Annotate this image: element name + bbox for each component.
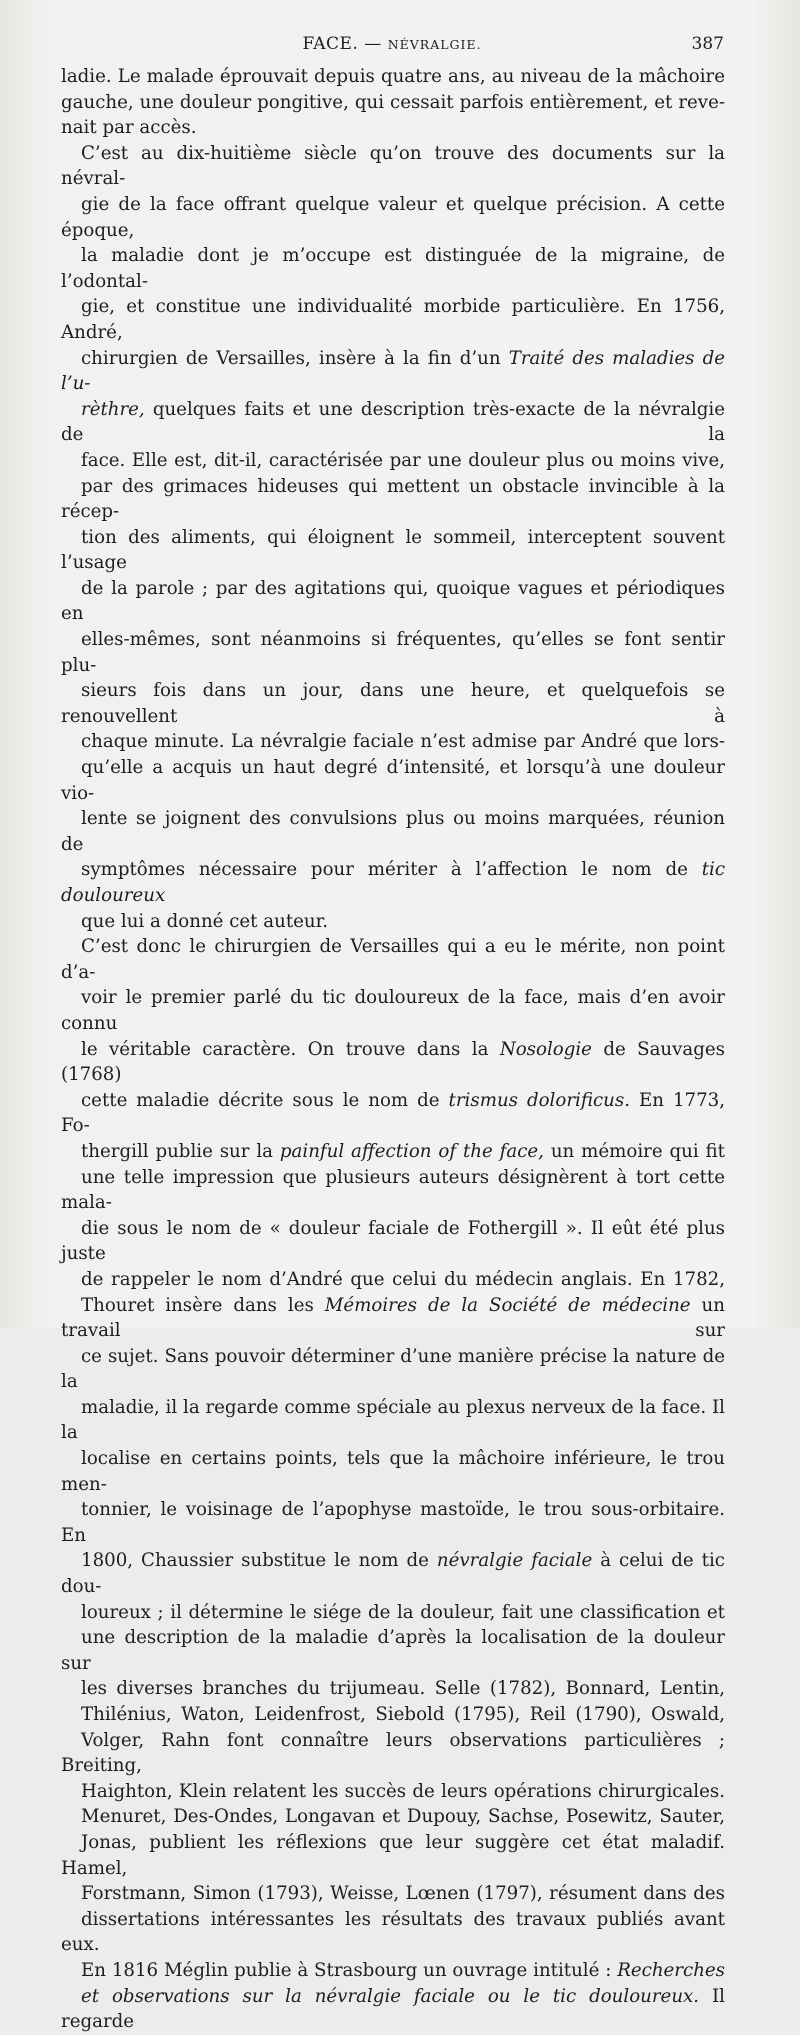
text-line [61, 192, 725, 243]
italic-text: et observations sur la névralgie faciale ou le tic douloureux. [81, 1985, 700, 2007]
text-line [61, 1548, 725, 1599]
text-line [61, 729, 725, 755]
text-line [61, 115, 725, 141]
text-segment: Menuret, Des-Ondes, Longavan et Dupouy, Sachse, Posewitz, Sauter, [81, 1806, 725, 1828]
text-line [61, 1984, 725, 2035]
text-segment: tion des aliments, qui éloignent le sommeil, interceptent souvent l’usage [61, 526, 725, 574]
text-segment: chirurgien de Versailles, insère à la fin d’un [81, 347, 509, 369]
header-subtitle: NÉVRALGIE. [387, 37, 482, 52]
text-line [61, 1625, 725, 1676]
text-segment: gie, et constitue une individualité morbide particulière. En 1756, André, [61, 296, 725, 343]
text-segment: En 1773, Fo- [61, 1089, 726, 1137]
text-line [61, 1881, 725, 1907]
text-line [61, 934, 725, 985]
text-line [61, 909, 725, 935]
text-segment: ce sujet. Sans pouvoir déterminer d’une manière précise la nature de la [61, 1345, 725, 1393]
text-segment: de rappeler le nom d’André que celui du médecin anglais. En 1782, [81, 1268, 725, 1290]
text-segment: tonnier, le voisinage de l’apophyse mastoïde, le trou sous-orbitaire. En [61, 1499, 725, 1546]
text-segment: Haighton, Klein relatent les succès de leurs opérations chirurgicales. [81, 1780, 725, 1802]
text-line [61, 1344, 725, 1395]
text-segment: un travail sur [61, 1294, 725, 1342]
italic-text: painful affection of the face, [279, 1140, 544, 1162]
text-line [61, 474, 725, 525]
text-segment: Forstmann, Simon (1793), Weisse, Lœnen (1797), résument dans des [81, 1883, 725, 1905]
text-segment: le véritable caractère. On trouve dans la [81, 1038, 500, 1060]
italic-text: névralgie faciale [436, 1550, 593, 1572]
text-line [61, 1293, 725, 1344]
text-line [61, 397, 725, 448]
text-segment: die sous le nom de « douleur faciale de Fothergill ». Il eût été plus juste [61, 1217, 725, 1265]
text-line [61, 1395, 725, 1446]
text-line [61, 1037, 725, 1088]
text-segment: localise en certains points, tels que la mâchoire inférieure, le trou men- [61, 1448, 725, 1495]
text-segment: gie de la face offrant quelque valeur et quelque précision. A cette époque, [61, 193, 725, 241]
text-segment: C’est donc le chirurgien de Versailles qui a eu le mérite, non point d’a- [61, 936, 725, 983]
text-line [61, 806, 725, 857]
body-text [61, 64, 725, 2035]
text-segment: Thouret insère dans les [81, 1294, 325, 1316]
italic-text: Nosologie [499, 1038, 592, 1060]
text-line [61, 1830, 725, 1881]
text-segment: un mémoire qui fit [543, 1140, 725, 1162]
text-line [61, 1779, 725, 1805]
text-segment: nait par accès. [61, 117, 197, 139]
text-segment: dissertations intéressantes les résultats des travaux publiés avant eux. [61, 1908, 725, 1956]
text-segment: lente se joignent des convulsions plus ou moins marquées, réunion de [61, 808, 725, 855]
text-segment: face. Elle est, dit-il, caractérisée par une douleur plus ou moins vive, [81, 449, 725, 471]
text-segment: quelques faits et une description très-exacte de la névralgie de la [61, 398, 725, 446]
text-segment: chaque minute. La névralgie faciale n’est admise par André que lors- [81, 731, 725, 753]
text-segment: 1800, Chaussier substitue le nom de [81, 1550, 437, 1572]
text-segment: symptômes nécessaire pour mériter à l’affection le nom de [81, 859, 702, 881]
text-segment: les diverses branches du trijumeau. Selle (1782), Bonnard, Lentin, [81, 1678, 725, 1700]
text-line [61, 1702, 725, 1728]
running-title [60, 34, 724, 54]
italic-text: tic douloureux [61, 859, 725, 906]
text-line [61, 141, 725, 192]
text-line [61, 525, 725, 576]
text-line [61, 985, 725, 1036]
text-segment: que lui a donné cet auteur. [81, 910, 329, 932]
text-segment: voir le premier parlé du tic douloureux de la face, mais d’en avoir connu [61, 987, 725, 1034]
text-segment: elles-mêmes, sont néanmoins si fréquentes, qu’elles se font sentir plu- [61, 629, 725, 676]
text-line [61, 1088, 725, 1139]
text-segment: ladie. Le malade éprouvait depuis quatre ans, au niveau de la mâchoire [61, 66, 725, 87]
text-line [61, 294, 725, 345]
text-line [61, 857, 725, 908]
text-line [61, 1958, 725, 1984]
text-segment: de la parole ; par des agitations qui, quoique vagues et périodiques en [61, 577, 725, 625]
italic-text: Traité des maladies de l’u- [61, 347, 725, 395]
text-line [61, 64, 725, 90]
italic-text: Mémoires de la Société de médecine [324, 1294, 691, 1316]
text-line [61, 90, 725, 116]
text-line [61, 1676, 725, 1702]
text-segment: Il regarde [61, 1985, 725, 2033]
italic-text: Recherches [617, 1959, 725, 1981]
text-segment: la maladie dont je m’occupe est distinguée de la migraine, de l’odontal- [61, 245, 725, 292]
text-line [61, 1267, 725, 1293]
text-line [61, 448, 725, 474]
text-line [61, 1907, 725, 1958]
text-line [61, 1728, 725, 1779]
text-segment: Thilénius, Waton, Leidenfrost, Siebold (1795), Reil (1790), Oswald, [81, 1704, 725, 1725]
paragraph [61, 934, 725, 2035]
header-separator: — [364, 34, 382, 54]
text-segment: à celui de tic dou- [61, 1550, 725, 1598]
text-segment: une description de la maladie d’après la localisation de la douleur sur [61, 1627, 725, 1674]
text-segment: thergill publie sur la [81, 1140, 280, 1162]
text-segment: loureux ; il détermine le siége de la douleur, fait une classification et [81, 1601, 725, 1623]
text-segment: En 1816 Méglin publie à Strasbourg un ouvrage intitulé : [81, 1959, 618, 1981]
running-header [60, 34, 724, 58]
text-segment: gauche, une douleur pongitive, qui cessait parfois entièrement, et reve- [61, 91, 725, 113]
italic-text: rèthre, [81, 398, 145, 420]
text-line [61, 1165, 725, 1216]
paragraph [61, 141, 725, 934]
text-segment: Volger, Rahn font connaître leurs observations particulières ; Breiting, [61, 1729, 725, 1777]
text-line [61, 1804, 725, 1830]
text-segment: maladie, il la regarde comme spéciale au plexus nerveux de la face. Il la [61, 1396, 725, 1444]
text-segment: par des grimaces hideuses qui mettent un obstacle invincible à la récep- [61, 475, 725, 523]
text-segment: qu’elle a acquis un haut degré d’intensité, et lorsqu’à une douleur vio- [61, 757, 725, 804]
text-line [61, 627, 725, 678]
text-line [61, 678, 725, 729]
text-segment: sieurs fois dans un jour, dans une heure, et quelquefois se renouvellent à [61, 680, 725, 727]
page-number: 387 [691, 34, 724, 54]
text-line [61, 1216, 725, 1267]
text-line [61, 243, 725, 294]
text-segment: C’est au dix-huitième siècle qu’on trouve des documents sur la névral- [61, 142, 725, 190]
text-line [61, 576, 725, 627]
text-segment: Jonas, publient les réflexions que leur suggère cet état maladif. Hamel, [61, 1831, 725, 1879]
text-line [61, 346, 725, 397]
text-segment: une telle impression que plusieurs auteurs désignèrent à tort cette mala- [61, 1166, 725, 1214]
text-line [61, 1446, 725, 1497]
header-title: FACE. [302, 34, 359, 54]
text-segment: cette maladie décrite sous le nom de [81, 1089, 449, 1111]
text-line [61, 1600, 725, 1626]
text-line [61, 1497, 725, 1548]
text-line [61, 755, 725, 806]
italic-text: trismus dolorificus. [448, 1089, 630, 1111]
paragraph [61, 64, 725, 141]
text-segment: de Sauvages (1768) [61, 1038, 726, 1086]
text-line [61, 1139, 725, 1165]
